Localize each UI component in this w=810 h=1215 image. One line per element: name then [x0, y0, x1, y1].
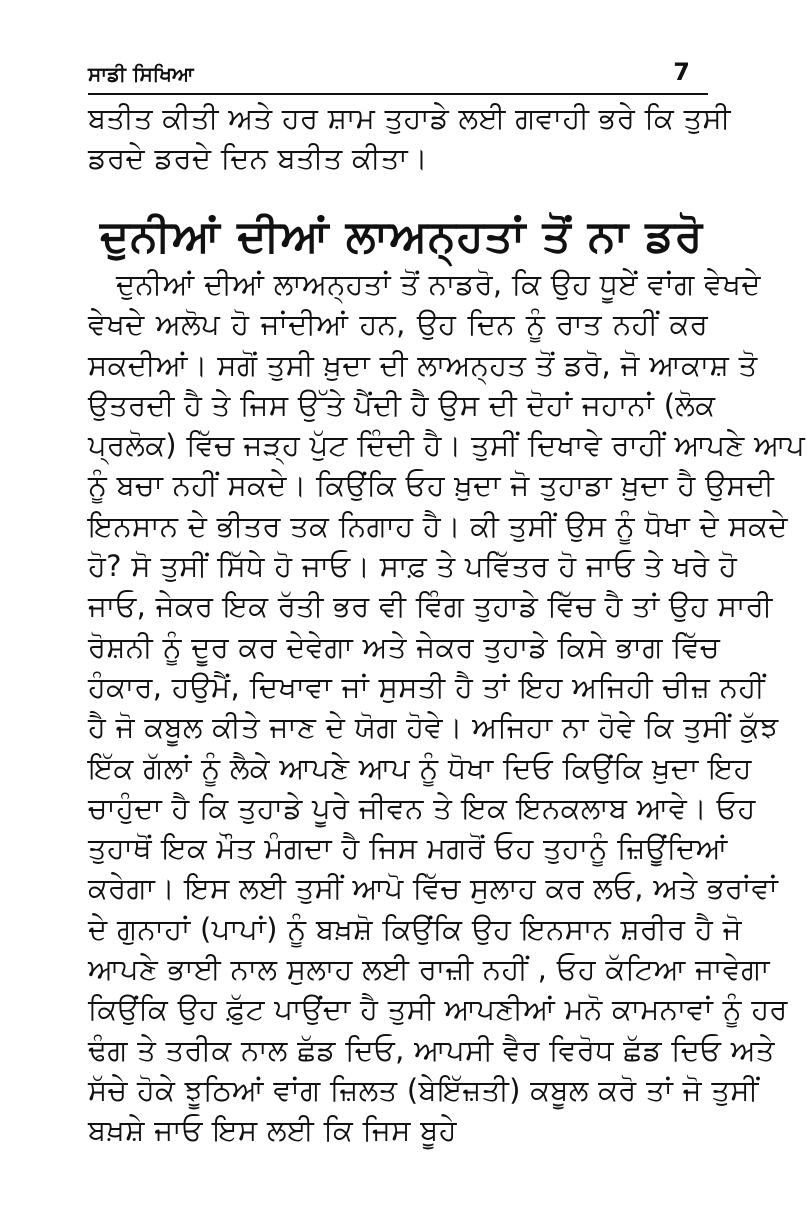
text-line: ਚਾਹੁੰਦਾ ਹੈ ਕਿ ਤੁਹਾਡੇ ਪੂਰੇ ਜੀਵਨ ਤੇ ਇਕ ਇਨਕਲਾਬ ਆਵੇ। ਓਹ	[88, 790, 756, 825]
section-heading: ਦੁਨੀਆਂ ਦੀਆਂ ਲਾਅਨ੍ਹਤਾਂ ਤੋਂ ਨਾ ਡਰੋ	[100, 211, 704, 262]
text-line: ਬਖ਼ਸ਼ੇ ਜਾਓ ਇਸ ਲਈ ਕਿ ਜਿਸ ਬੂਹੇ	[88, 1113, 457, 1148]
text-line: ਸਕਦੀਆਂ। ਸਗੋਂ ਤੁਸੀ ਖ਼ੁਦਾ ਦੀ ਲਾਅਨ੍ਹਤ ਤੋਂ ਡਰੋ, ਜੋ ਆਕਾਸ਼ ਤੋ	[88, 347, 758, 382]
running-header	[88, 58, 708, 94]
text-line: ਦੁਨੀਆਂ ਦੀਆਂ ਲਾਅਨ੍ਹਤਾਂ ਤੋਂ ਨਾਡਰੋ, ਕਿ ਉਹ ਧੂਏਂ ਵਾਂਗ ਵੇਖਦੇ	[116, 267, 761, 301]
text-line: ਕਰੇਗਾ। ਇਸ ਲਈ ਤੁਸੀਂ ਆਪੋ ਵਿੱਚ ਸੁਲਾਹ ਕਰ ਲਓ, ਅਤੇ ਭਰਾਂਵਾਂ	[88, 871, 779, 906]
text-line: ਸੱਚੇ ਹੋਕੇ ਝੂਠਿਆਂ ਵਾਂਗ ਜ਼ਿਲਤ (ਬੇਇੱਜ਼ਤੀ) ਕਬੂਲ ਕਰੋ ਤਾਂ ਜੋ ਤੁਸੀਂ	[88, 1072, 759, 1107]
text-line: ਹੋ? ਸੋ ਤੁਸੀਂ ਸਿੱਧੇ ਹੋ ਜਾਓ। ਸਾਫ਼ ਤੇ ਪਵਿੱਤਰ ਹੋ ਜਾਓ ਤੇ ਖਰੇ ਹੋ	[88, 549, 738, 584]
text-line: ਬਤੀਤ ਕੀਤੀ ਅਤੇ ਹਰ ਸ਼ਾਮ ਤੁਹਾਡੇ ਲਈ ਗਵਾਹੀ ਭਰੇ ਕਿ ਤੁਸੀ	[88, 101, 731, 135]
body-paragraph	[88, 264, 805, 1151]
text-line: ਤੁਹਾਥੋਂ ਇਕ ਮੌਤ ਮੰਗਦਾ ਹੈ ਜਿਸ ਮਗਰੋਂ ਓਹ ਤੁਹਾਨੂੰ ਜ਼ਿਊਂਦਿਆਂ	[88, 831, 728, 866]
text-line: ਕਿਉਂਕਿ ਉਹ ਫ਼ੁੱਟ ਪਾਉਂਦਾ ਹੈ ਤੁਸੀ ਆਪਣੀਆਂ ਮਨੋ ਕਾਮਨਾਵਾਂ ਨੂੰ ਹਰ	[88, 992, 788, 1027]
text-line: ਰੋਸ਼ਨੀ ਨੂੰ ਦੂਰ ਕਰ ਦੇਵੇਗਾ ਅਤੇ ਜੇਕਰ ਤੁਹਾਡੇ ਕਿਸੇ ਭਾਗ ਵਿੱਚ	[88, 629, 720, 664]
text-line: ਪ੍ਰਲੋਕ) ਵਿੱਚ ਜੜ੍ਹ ਪੁੱਟ ਦਿੰਦੀ ਹੈ। ਤੁਸੀਂ ਦਿਖਾਵੇ ਰਾਹੀਂ ਆਪਣੇ ਆਪ	[88, 428, 805, 463]
header-rule	[88, 93, 708, 95]
text-line: ਡਰਦੇ ਡਰਦੇ ਦਿਨ ਬਤੀਤ ਕੀਤਾ।	[88, 141, 428, 176]
text-line: ਹੰਕਾਰ, ਹਉਮੈਂ, ਦਿਖਾਵਾ ਜਾਂ ਸੁਸਤੀ ਹੈ ਤਾਂ ਇਹ ਅਜਿਹੀ ਚੀਜ਼ ਨਹੀਂ	[88, 669, 766, 704]
text-line: ਢੰਗ ਤੇ ਤਰੀਕ ਨਾਲ ਛੱਡ ਦਿਓ, ਆਪਸੀ ਵੈਰ ਵਿਰੋਧ ਛੱਡ ਦਿਓ ਅਤੇ	[88, 1032, 775, 1067]
text-line: ਵੇਖਦੇ ਅਲੋਪ ਹੋ ਜਾਂਦੀਆਂ ਹਨ, ਉਹ ਦਿਨ ਨੂੰ ਰਾਤ ਨਹੀਂ ਕਰ	[88, 307, 708, 342]
text-line: ਇਨਸਾਨ ਦੇ ਭੀਤਰ ਤਕ ਨਿਗਾਹ ਹੈ। ਕੀ ਤੁਸੀਂ ਉਸ ਨੂੰ ਧੋਖਾ ਦੇ ਸਕਦੇ	[88, 508, 788, 543]
text-line: ਆਪਣੇ ਭਾਈ ਨਾਲ ਸੁਲਾਹ ਲਈ ਰਾਜ਼ੀ ਨਹੀਂ , ਓਹ ਕੱਟਿਆ ਜਾਵੇਗਾ	[88, 952, 770, 987]
text-line: ਜਾਓ, ਜੇਕਰ ਇਕ ਰੱਤੀ ਭਰ ਵੀ ਵਿੰਗ ਤੁਹਾਡੇ ਵਿੱਚ ਹੈ ਤਾਂ ਉਹ ਸਾਰੀ	[88, 589, 773, 624]
text-line: ਦੇ ਗੁਨਾਹਾਂ (ਪਾਪਾਂ) ਨੂੰ ਬਖ਼ਸ਼ੋ ਕਿਉਂਕਿ ਉਹ ਇਨਸਾਨ ਸ਼ਰੀਰ ਹੈ ਜੋ	[88, 911, 742, 946]
intro-paragraph	[88, 98, 731, 179]
page-number: 7	[673, 58, 690, 86]
text-line: ਉਤਰਦੀ ਹੈ ਤੇ ਜਿਸ ਉੱਤੇ ਪੈਂਦੀ ਹੈ ਉਸ ਦੀ ਦੋਹਾਂ ਜਹਾਨਾਂ (ਲੋਕ	[88, 387, 716, 422]
running-title: ਸਾਡੀ ਸਿਖਿਆ	[88, 62, 194, 86]
text-line: ਹੈ ਜੋ ਕਬੂਲ ਕੀਤੇ ਜਾਣ ਦੇ ਯੋਗ ਹੋਵੇ। ਅਜਿਹਾ ਨਾ ਹੋਵੇ ਕਿ ਤੁਸੀਂ ਕੁੱਝ	[88, 710, 779, 745]
text-line: ਇੱਕ ਗੱਲਾਂ ਨੂੰ ਲੈਕੇ ਆਪਣੇ ਆਪ ਨੂੰ ਧੋਖਾ ਦਿਓ ਕਿਉਂਕਿ ਖ਼ੁਦਾ ਇਹ	[88, 750, 752, 785]
text-line: ਨੂੰ ਬਚਾ ਨਹੀਂ ਸਕਦੇ। ਕਿਉਂਕਿ ਓਹ ਖ਼ੁਦਾ ਜੋ ਤੁਹਾਡਾ ਖ਼ੁਦਾ ਹੈ ਉਸਦੀ	[88, 468, 775, 503]
